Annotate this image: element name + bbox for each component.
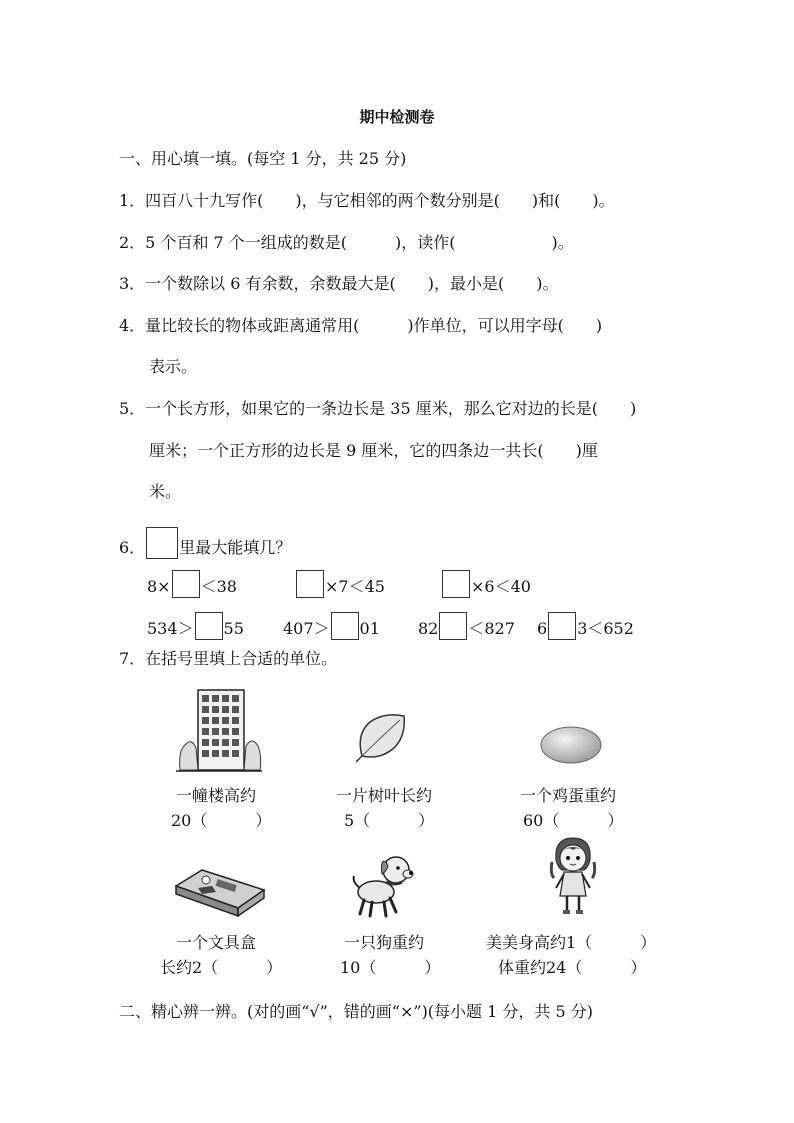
answer-box[interactable] — [331, 612, 359, 640]
q6-row1-item2: ×7＜45 — [295, 570, 385, 598]
question-1: 1．四百八十九写作( )，与它相邻的两个数分别是( )和( )。 — [119, 191, 615, 210]
page-title: 期中检测卷 — [359, 108, 435, 126]
caption-dog-line2: 10（ ） — [340, 958, 441, 977]
caption-leaf-line1: 一片树叶长约 — [336, 786, 433, 805]
section1-heading: 一、用心填一填。(每空 1 分，共 25 分) — [119, 149, 407, 168]
question-6-suffix: 里最大能填几？ — [179, 538, 292, 557]
caption-pencil-case-line1: 一个文具盒 — [176, 933, 257, 952]
question-5-line2: 厘米；一个正方形的边长是 9 厘米，它的四条边一共长( )厘 — [149, 441, 598, 460]
caption-girl-line2: 体重约24（ ） — [498, 958, 647, 977]
q6-row2-item3: 82 ＜827 — [418, 612, 515, 640]
caption-building-line1: 一幢楼高约 — [176, 786, 257, 805]
answer-box[interactable] — [172, 570, 200, 598]
section2-heading: 二、精心辨一辨。(对的画“√”，错的画“×”)(每小题 1 分，共 5 分) — [119, 1002, 593, 1021]
q6-row2-item4: 6 3＜652 — [537, 612, 634, 640]
question-5-line3: 米。 — [149, 482, 182, 501]
q6-row2-item2: 407＞ 01 — [283, 612, 380, 640]
pencil-case-icon — [172, 864, 268, 918]
question-6-prefix: 6． — [119, 538, 146, 557]
caption-egg-line2: 60（ ） — [523, 811, 624, 830]
caption-egg-line1: 一个鸡蛋重约 — [520, 786, 617, 805]
girl-icon — [548, 834, 598, 918]
question-7-heading: 7．在括号里填上合适的单位。 — [119, 649, 338, 668]
answer-box[interactable] — [296, 570, 324, 598]
question-2: 2．5 个百和 7 个一组成的数是( )，读作( )。 — [119, 233, 574, 252]
building-icon — [176, 686, 262, 774]
question-4-line1: 4．量比较长的物体或距离通常用( )作单位，可以用字母( ) — [119, 316, 603, 335]
caption-leaf-line2: 5（ ） — [344, 811, 435, 830]
q6-row1-item3: ×6＜40 — [441, 570, 531, 598]
leaf-icon — [352, 710, 408, 764]
answer-box[interactable] — [439, 612, 467, 640]
caption-dog-line1: 一只狗重约 — [344, 933, 425, 952]
question-4-line2: 表示。 — [149, 357, 198, 376]
question-5-line1: 5．一个长方形，如果它的一条边长是 35 厘米，那么它对边的长是( ) — [119, 399, 637, 418]
caption-girl-line1: 美美身高约1（ ） — [486, 933, 657, 952]
answer-box[interactable] — [146, 527, 178, 559]
question-6-heading — [119, 527, 291, 559]
dog-icon — [348, 848, 418, 920]
question-3: 3．一个数除以 6 有余数，余数最大是( )，最小是( )。 — [119, 274, 559, 293]
caption-building-line2: 20（ ） — [171, 811, 272, 830]
egg-icon — [538, 724, 604, 766]
caption-pencil-case-line2: 长约2（ ） — [160, 958, 283, 977]
q6-row1-item1: 8× ＜38 — [147, 570, 237, 598]
q6-row2-item1: 534＞ 55 — [147, 612, 244, 640]
answer-box[interactable] — [195, 612, 223, 640]
answer-box[interactable] — [442, 570, 470, 598]
answer-box[interactable] — [548, 612, 576, 640]
